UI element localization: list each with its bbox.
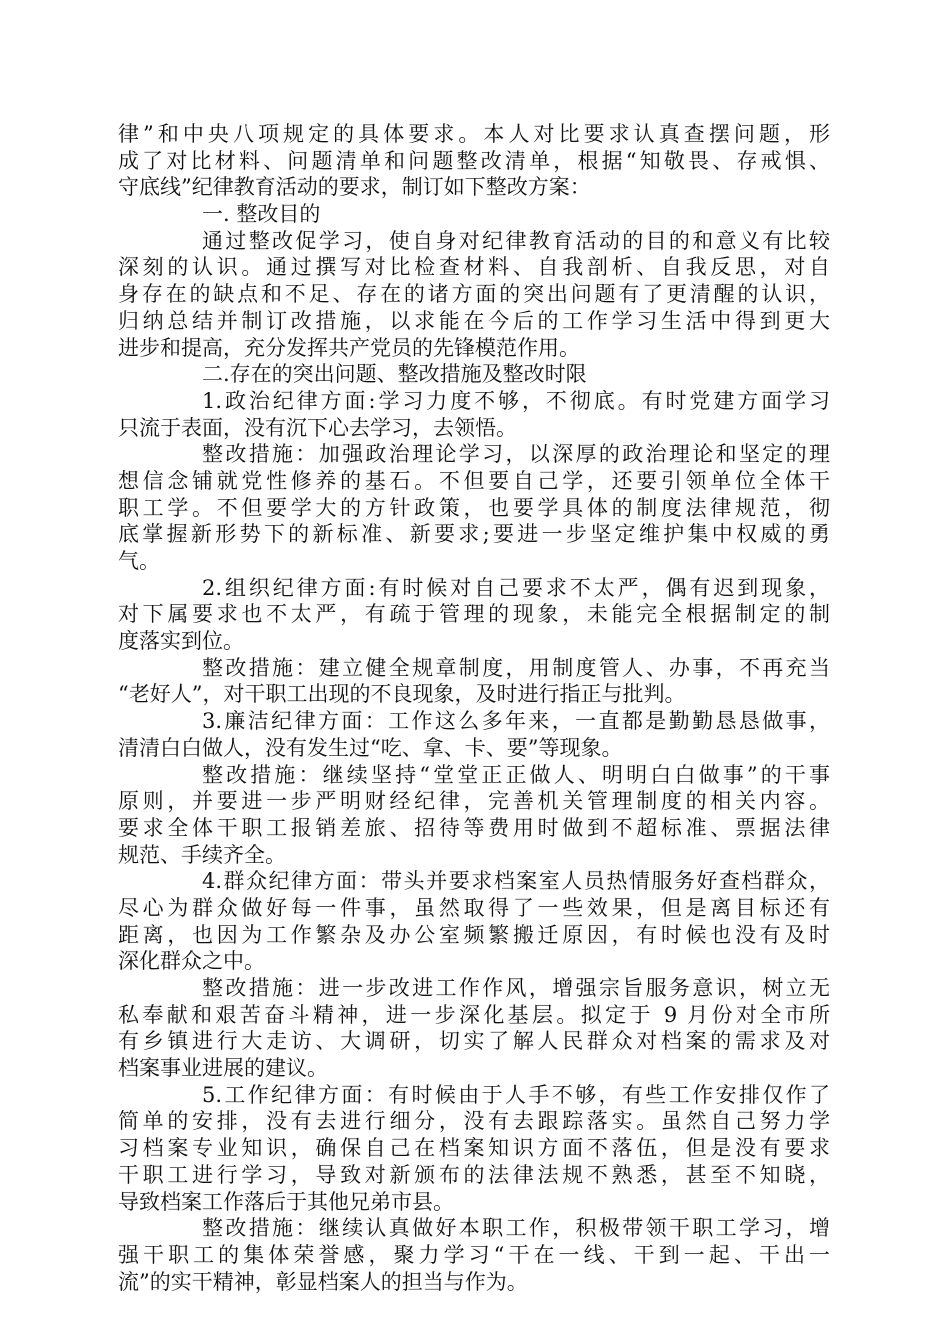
text-line: 职工学。不但要学大的方针政策，也要学具体的制度法律规范，彻 <box>118 495 830 520</box>
text-line: 私奉献和艰苦奋斗精神，进一步深化基层。拟定于 9 月份对全市所 <box>118 1002 830 1027</box>
text-line: 4.群众纪律方面：带头并要求档案室人员热情服务好查档群众， <box>202 869 830 894</box>
text-line: 律”和中央八项规定的具体要求。本人对比要求认真查摆问题，形 <box>118 122 830 146</box>
text-line: 想信念铺就党性修养的基石。不但要自己学，还要引领单位全体干 <box>118 468 830 493</box>
text-line: 3.廉洁纪律方面：工作这么多年来，一直都是勤勤恳恳做事， <box>202 709 830 734</box>
text-line: 清清白白做人，没有发生过“吃、拿、卡、要”等现象。 <box>118 735 623 760</box>
text-line: 整改措施：进一步改进工作作风，增强宗旨服务意识，树立无 <box>202 976 830 1000</box>
text-line: 一. 整改目的 <box>202 202 321 227</box>
text-line: 强干职工的集体荣誉感，聚力学习“干在一线、干到一起、干出一 <box>118 1242 830 1267</box>
text-line: 气。 <box>118 549 160 573</box>
text-line: 距离，也因为工作繁杂及办公室频繁搬迁原因，有时候也没有及时 <box>118 922 830 947</box>
text-line: 度落实到位。 <box>118 629 244 654</box>
text-line: 进步和提高，充分发挥共产党员的先锋模范作用。 <box>118 335 580 360</box>
text-line: 档案事业进展的建议。 <box>118 1056 328 1081</box>
text-line: 导致档案工作落后于其他兄弟市县。 <box>118 1189 454 1214</box>
document-body <box>118 121 830 1295</box>
text-line: 只流于表面，没有沉下心去学习，去领悟。 <box>118 415 517 440</box>
text-line: 通过整改促学习，使自身对纪律教育活动的目的和意义有比较 <box>202 228 830 253</box>
text-line: 整改措施：继续认真做好本职工作，积极带领干职工学习，增 <box>202 1216 830 1241</box>
text-line: 守底线”纪律教育活动的要求，制订如下整改方案： <box>118 175 591 200</box>
text-line: 干职工进行学习，导致对新颁布的法律法规不熟悉，甚至不知晓， <box>118 1162 830 1187</box>
text-line: 2.组织纪律方面:有时候对自己要求不太严，偶有迟到现象， <box>202 575 830 600</box>
text-line: 身存在的缺点和不足、存在的诸方面的突出问题有了更清醒的认识， <box>118 282 830 307</box>
text-line: 1.政治纪律方面:学习力度不够，不彻底。有时党建方面学习 <box>202 388 830 413</box>
text-line: 深刻的认识。通过撰写对比检查材料、自我剖析、自我反思，对自 <box>118 255 830 280</box>
text-line: 规范、手续齐全。 <box>118 842 286 867</box>
text-line: “老好人”，对干职工出现的不良现象，及时进行指正与批判。 <box>118 682 686 707</box>
text-line: 对下属要求也不太严，有疏于管理的现象，未能完全根据制定的制 <box>118 602 830 627</box>
text-line: 尽心为群众做好每一件事，虽然取得了一些效果，但是离目标还有 <box>118 895 830 920</box>
text-line: 深化群众之中。 <box>118 949 265 974</box>
text-line: 成了对比材料、问题清单和问题整改清单，根据“知敬畏、存戒惧、 <box>118 148 830 173</box>
text-line: 整改措施：加强政治理论学习，以深厚的政治理论和坚定的理 <box>202 442 830 467</box>
text-line: 要求全体干职工报销差旅、招待等费用时做到不超标准、票据法律 <box>118 815 830 840</box>
text-line: 二.存在的突出问题、整改措施及整改时限 <box>202 362 587 387</box>
text-line: 有乡镇进行大走访、大调研，切实了解人民群众对档案的需求及对 <box>118 1029 830 1054</box>
text-line: 底掌握新形势下的新标准、新要求;要进一步坚定维护集中权威的勇 <box>118 522 830 547</box>
text-line: 归纳总结并制订改措施，以求能在今后的工作学习生活中得到更大 <box>118 308 830 333</box>
text-line: 5.工作纪律方面：有时候由于人手不够，有些工作安排仅作了 <box>202 1082 830 1107</box>
text-line: 习档案专业知识，确保自己在档案知识方面不落伍，但是没有要求 <box>118 1136 830 1161</box>
text-line: 流”的实干精神，彰显档案人的担当与作为。 <box>118 1269 528 1294</box>
text-line: 整改措施：建立健全规章制度，用制度管人、办事，不再充当 <box>202 655 830 680</box>
text-line: 整改措施：继续坚持“堂堂正正做人、明明白白做事”的干事 <box>202 762 830 787</box>
text-line: 简单的安排，没有去进行细分，没有去跟踪落实。虽然自己努力学 <box>118 1109 830 1134</box>
text-line: 原则，并要进一步严明财经纪律，完善机关管理制度的相关内容。 <box>118 789 830 814</box>
